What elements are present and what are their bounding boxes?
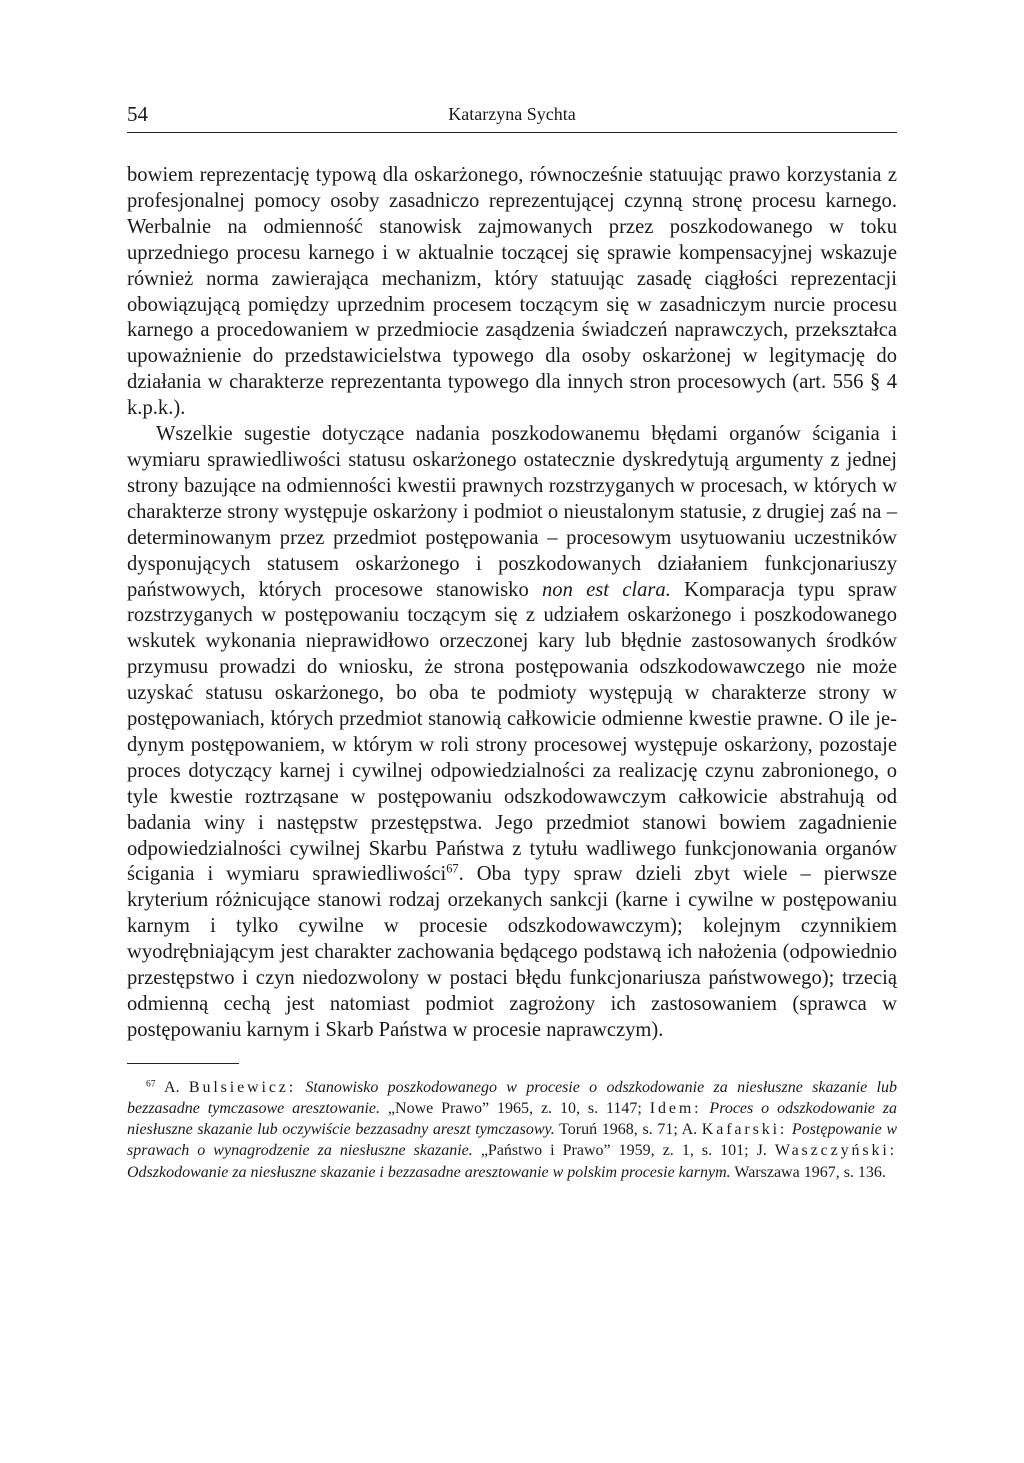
footnote-author: Kafarski: (701, 1121, 788, 1139)
latin-phrase: non est clara. (542, 578, 671, 601)
paragraph: bowiem reprezentację typową dla oskarżonego, równocześnie statuując prawo korzystania z profesjonalnej pomocy osoby zasadniczo reprezentującej czynną stronę procesu karnego. Werbalnie na odmienność stanowisk zajmowanych przez poszkodowanego w toku uprzedniego procesu karnego i w aktualnie toczącej się sprawie kompensacyjnej wskazuje również norma zawierająca mechanizm, który statuując zasadę ciągłości reprezentacji obowiązującą pomiędzy uprzednim procesem toczącym się w zasadniczym nurcie procesu karnego a procedowaniem w przedmiocie zasądzenia świadczeń naprawczych, przekształca upoważnienie do przedstawicielstwa typowego dla osoby oskarżonej w legitymację do działania w charakterze reprezentanta typowego dla innych stron procesowych (art. 556 § 4 k.p.k.). (127, 164, 897, 420)
running-title-author: Katarzyna Sychta (448, 104, 576, 124)
footnote-title: Postępowanie w sprawach o wynagrodzenie za niesłuszne skazanie. (127, 1121, 898, 1160)
footnote-author: Idem: (649, 1100, 702, 1118)
footnote-reference[interactable]: 67 (446, 862, 459, 877)
footnote-separator (127, 1063, 239, 1064)
footnote (127, 1077, 897, 1183)
footnote-text: „Nowe Prawo” 1965, z. 10, s. 1147; (380, 1100, 650, 1118)
main-text (127, 163, 897, 1044)
footnote-text: „Państwo i Prawo” 1959, z. 1, s. 101; J. (472, 1142, 775, 1160)
footnote-title: Stanowisko poszkodowanego w procesie o odszkodowanie za niesłuszne skazanie lub bezzasadne tymczasowe aresztowanie. (127, 1078, 898, 1118)
book-page (127, 100, 897, 1183)
footnote-text: A. (155, 1078, 189, 1096)
paragraph (127, 422, 897, 1044)
footnote-author: Bulsiewicz: (188, 1078, 297, 1096)
running-head (127, 100, 897, 133)
footnote-title: Odszkodowanie za niesłuszne skazanie i bezzasadne aresztowanie w polskim procesie karnym. (127, 1163, 731, 1181)
paragraph-text: Wszelkie sugestie dotyczące nadania poszkodowanemu błędami organów ścigania i wymiaru sprawiedliwości statusu oskarżonego ostatecznie dyskredytują argumenty z jednej strony bazujące na odmienności kwestii prawnych rozstrzyganych w procesach, w których w charakterze strony występuje oskarżony i podmiot o nieustalonym statusie, z drugiej zaś na – determinowanym przez przedmiot postępowania – procesowym usytuowaniu uczestników dysponujących statusem oskarżonego i poszkodowanych działaniem funkcjonariuszy państwowych, których procesowe stanowisko (127, 423, 897, 601)
page-number: 54 (127, 102, 148, 126)
footnote-text: Warszawa 1967, s. 136. (730, 1163, 886, 1181)
footnote-number: 67 (146, 1078, 156, 1090)
paragraph-text: Komparacja typu spraw rozstrzyganych w postępowaniu toczącym się z udziałem oskarżonego i poszkodowanego wskutek wykonania nieprawidłowo orzeczonej kary lub błędnie zastosowanych środków przymusu prowadzi do wniosku, że strona postępowania odszkodowawczego nie może uzyskać statusu oskarżonego, bo oba te podmioty występują w charakterze strony w postępowaniach, których przedmiot stanowią całkowicie odmienne kwestie prawne. O ile jedynym postępowaniem, w którym w roli strony procesowej występuje oskarżony, pozostaje proces dotyczący karnej i cywilnej odpowiedzialności za realizację czynu zabronionego, o tyle kwestie roztrząsane w postępowaniu odszkodowawczym całkowicie abstrahują od badania winy i następstw przestępstwa. Jego przedmiot stanowi bowiem zagadnienie odpowiedzialności cywilnej Skarbu Państwa z tytułu wadliwego funkcjonowania organów ścigania i wymiaru sprawiedliwości (127, 578, 898, 886)
footnote-title: Proces o odszkodowanie za niesłuszne skazanie lub oczywiście bezzasadny areszt tymczasowy. (127, 1100, 897, 1139)
footnote-text: Toruń 1968, s. 71; A. (554, 1121, 702, 1139)
paragraph-text: . Oba typy spraw dzieli zbyt wiele – pierwsze kryterium różnicujące stanowi rodzaj orzekanych sankcji (karne i cywilne w postępowaniu karnym i tylko cywilne w procesie odszkodowawczym); kolejnym czynnikiem wyodrębniającym jest charakter zachowania będącego podstawą ich nałożenia (odpowiednio przestępstwo i czyn niedozwolony w postaci błędu funkcjonariusza państwowego); trzecią odmienną cechą jest natomiast podmiot zagrożony ich zastosowaniem (sprawca w postępowaniu karnym i Skarb Państwa w procesie naprawczym). (127, 863, 897, 1041)
footnote-author: Waszczyński: (774, 1142, 898, 1160)
